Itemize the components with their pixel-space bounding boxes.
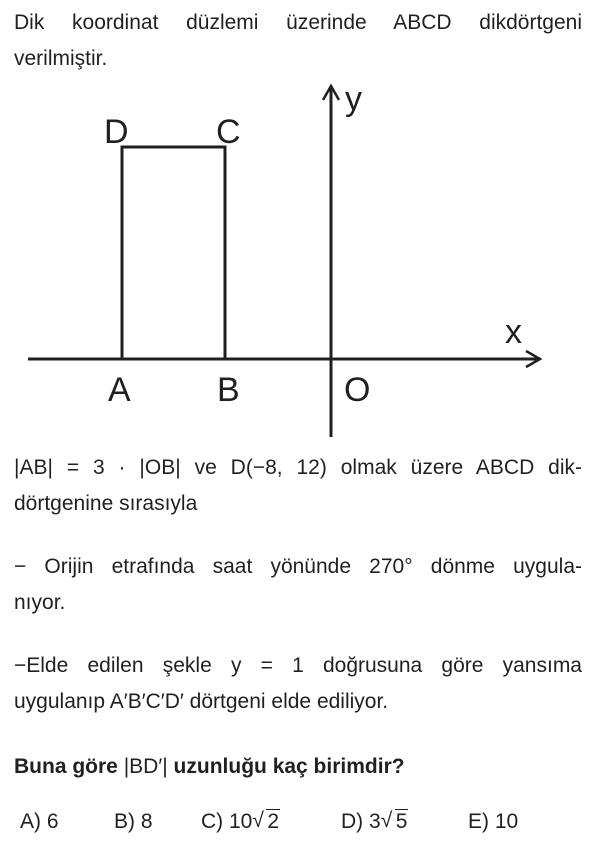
step2-line-2: uygulanıp A′B′C′D′ dörtgeni elde ediliyor.: [14, 690, 389, 713]
step1-line-1: − Orijin etrafında saat yönünde 270° dönme uygula-: [14, 555, 582, 578]
rectangle-abcd: [122, 147, 225, 359]
problem-intro: [14, 5, 582, 77]
problem-condition: [14, 450, 582, 522]
transformation-step-1: [14, 549, 582, 621]
intro-line-2: verilmiştir.: [14, 47, 108, 70]
point-label-d: D: [104, 113, 129, 151]
condition-line-2: dörtgenine sırasıyla: [14, 492, 198, 515]
axis-label-x: x: [505, 313, 522, 351]
step1-line-2: nıyor.: [14, 591, 66, 614]
step2-line-1: −Elde edilen şekle y = 1 doğrusuna göre yansıma: [14, 654, 582, 677]
option-b[interactable]: B) 8: [114, 810, 153, 833]
sqrt-icon: [252, 810, 280, 834]
intro-line-1: Dik koordinat düzlemi üzerinde ABCD dikdörtgeni: [14, 11, 582, 34]
point-label-b: B: [217, 371, 240, 409]
option-d-radicand: 5: [395, 810, 408, 833]
transformation-step-2: [14, 648, 582, 720]
point-label-c: C: [216, 113, 241, 151]
option-a[interactable]: A) 6: [20, 810, 59, 833]
option-d[interactable]: [341, 810, 408, 834]
origin-label-o: O: [344, 371, 371, 409]
condition-line-1: |AB| = 3 · |OB| ve D(−8, 12) olmak üzere ABCD dik-: [14, 456, 582, 479]
coordinate-figure: [0, 70, 599, 445]
answer-options: [0, 806, 599, 846]
question-prefix: Buna göre: [14, 755, 124, 778]
option-c-prefix: C) 10: [201, 810, 253, 833]
axis-label-y: y: [345, 80, 362, 118]
point-label-a: A: [108, 371, 131, 409]
question-text: [14, 749, 582, 785]
option-c[interactable]: [201, 810, 280, 834]
sqrt-icon: [381, 810, 409, 834]
option-e[interactable]: E) 10: [468, 810, 519, 833]
question-suffix: uzunluğu kaç birimdir?: [167, 755, 405, 778]
option-c-radicand: 2: [267, 810, 280, 833]
option-d-prefix: D) 3: [341, 810, 381, 833]
question-segment: |BD′|: [123, 755, 168, 778]
